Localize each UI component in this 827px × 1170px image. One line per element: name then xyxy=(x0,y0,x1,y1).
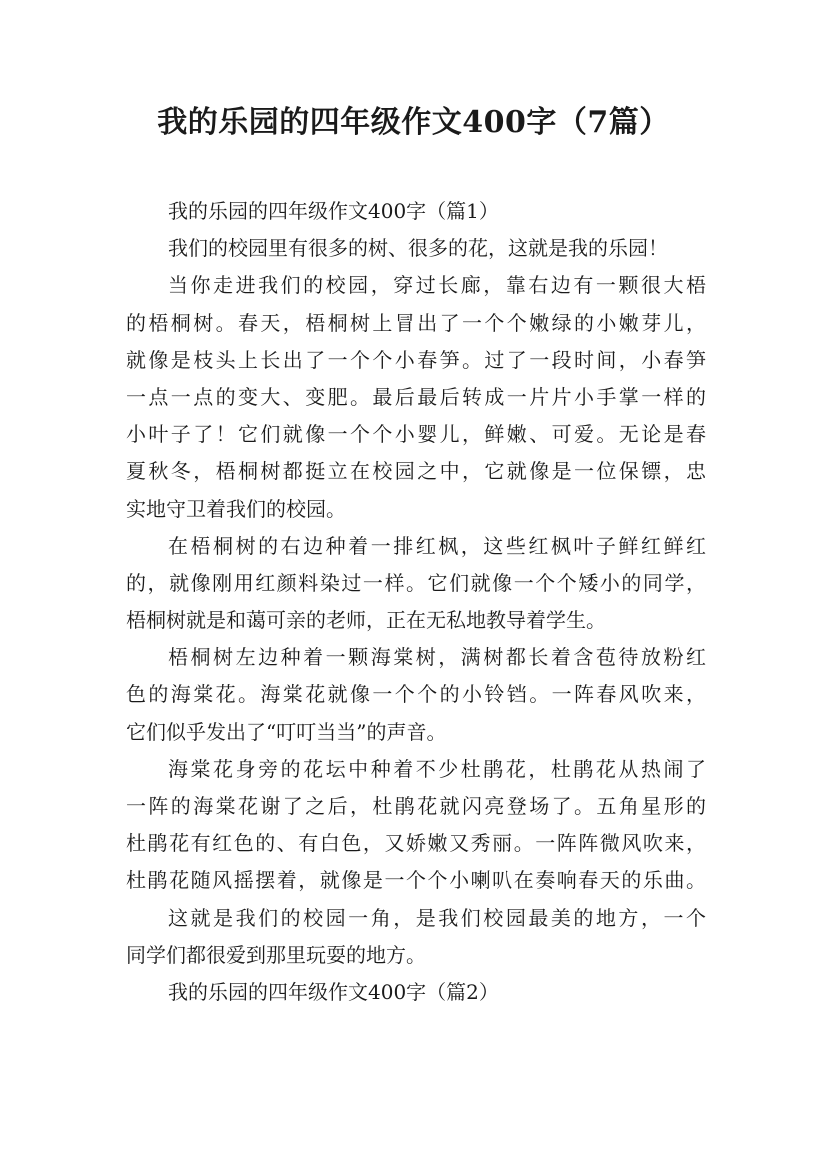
text-line: 在梧桐树的右边种着一排红枫，这些红枫叶子鲜红鲜红 xyxy=(168,533,706,558)
text-line: 梧桐树就是和蔼可亲的老师，正在无私地教导着学生。 xyxy=(126,608,606,633)
document-body xyxy=(126,193,706,1011)
text-line: 它们似乎发出了“叮叮当当”的声音。 xyxy=(126,719,447,744)
text-line: 色的海棠花。海棠花就像一个个的小铃铛。一阵春风吹来， xyxy=(126,682,706,707)
text-line: 同学们都很爱到那里玩耍的地方。 xyxy=(126,942,426,967)
text-line: 就像是枝头上长出了一个个小春笋。过了一段时间，小春笋 xyxy=(126,347,706,372)
text-line: 夏秋冬，梧桐树都挺立在校园之中，它就像是一位保镖，忠 xyxy=(126,459,706,484)
text-line: 的，就像刚用红颜料染过一样。它们就像一个个矮小的同学， xyxy=(126,570,706,595)
document-title: 我的乐园的四年级作文400字（7篇） xyxy=(157,105,670,140)
text-line: 梧桐树左边种着一颗海棠树，满树都长着含苞待放粉红 xyxy=(168,645,706,670)
section-heading: 我的乐园的四年级作文400字（篇1） xyxy=(168,199,499,223)
text-line: 这就是我们的校园一角，是我们校园最美的地方，一个 xyxy=(168,905,706,930)
text-line: 小叶子了！它们就像一个个小婴儿，鲜嫩、可爱。无论是春 xyxy=(126,422,706,447)
text-line: 实地守卫着我们的校园。 xyxy=(126,496,346,521)
text-line: 的梧桐树。春天，梧桐树上冒出了一个个嫩绿的小嫩芽儿， xyxy=(126,310,706,335)
text-line: 一点一点的变大、变肥。最后最后转成一片片小手掌一样的 xyxy=(126,384,706,409)
text-line: 海棠花身旁的花坛中种着不少杜鹃花，杜鹃花从热闹了 xyxy=(168,756,706,781)
text-line: 杜鹃花随风摇摆着，就像是一个个小喇叭在奏响春天的乐曲。 xyxy=(126,868,706,893)
section-heading: 我的乐园的四年级作文400字（篇2） xyxy=(168,979,499,1004)
text-line: 杜鹃花有红色的、有白色，又娇嫩又秀丽。一阵阵微风吹来， xyxy=(126,831,706,856)
text-line: 当你走进我们的校园，穿过长廊，靠右边有一颗很大梧 xyxy=(168,273,706,298)
text-line: 我们的校园里有很多的树、很多的花，这就是我的乐园！ xyxy=(168,236,668,261)
text-line: 一阵的海棠花谢了之后，杜鹃花就闪亮登场了。五角星形的 xyxy=(126,794,706,818)
